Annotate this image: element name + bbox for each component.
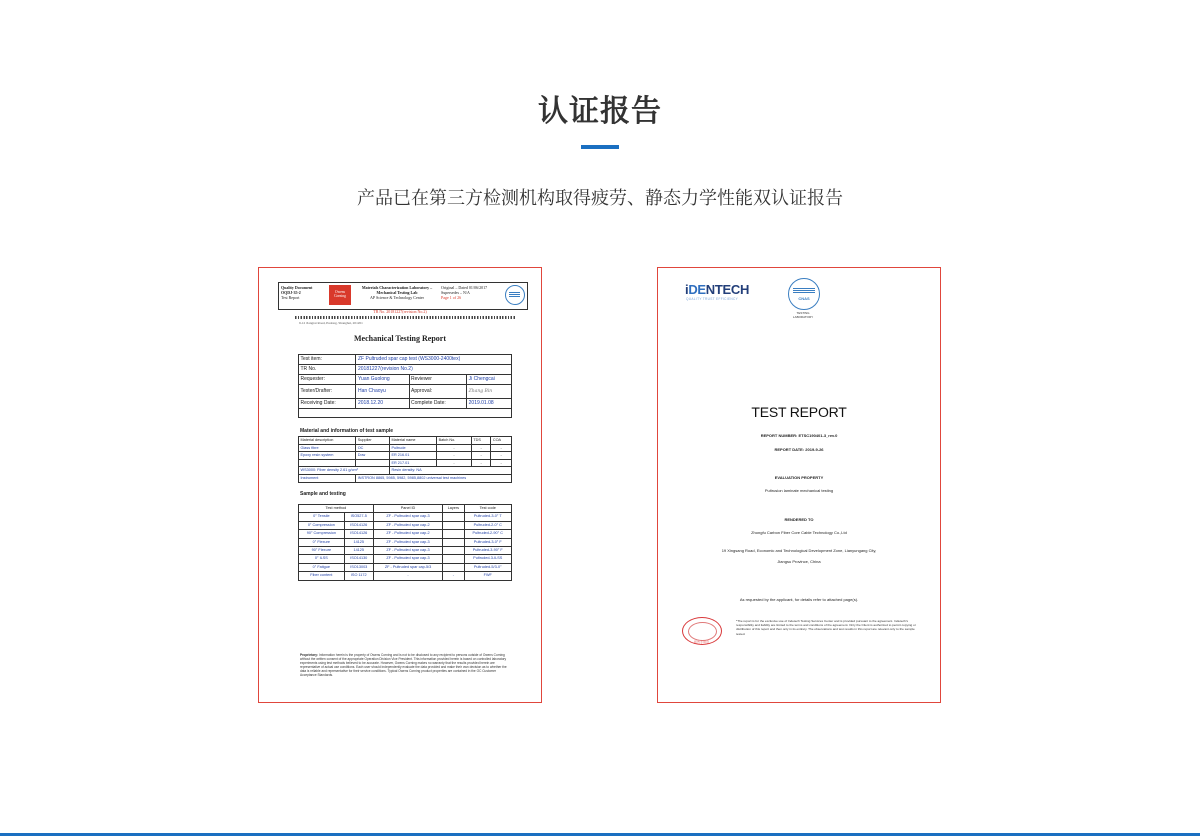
stamp-text: 报告专用章 (693, 640, 709, 644)
barcode-divider (295, 316, 515, 319)
table-row (299, 538, 512, 546)
certificate-mechanical-testing-report[interactable] (258, 267, 542, 703)
sample-cell: ISO527-5 (344, 513, 373, 521)
evaluation-label: EVALUATION PROPERTY (774, 475, 824, 480)
table-row (299, 444, 512, 452)
table-row (299, 555, 512, 563)
reviewer-value: Ji Chengcai (467, 375, 512, 385)
tester-label: Tester/Drafter: (299, 385, 356, 399)
logo-tagline: QUALITY TRUST EFFICIENCY (686, 297, 739, 301)
rendered-company: Zhongfu Carbon Fiber Core Cable Technology Co.,Ltd (751, 530, 847, 535)
report-info-table (298, 354, 512, 418)
material-cell: ER 216.01 (389, 452, 436, 460)
cnas-seal-icon (788, 278, 820, 310)
proprietary-notice (300, 654, 508, 677)
resin-density: Resin density: NA (389, 467, 511, 475)
material-cell: ER 217.01 (389, 459, 436, 467)
sample-header: Test method (299, 505, 374, 513)
sample-cell: ZF - Pultruded spar cap-2 (373, 521, 443, 529)
indetech-logo: iDENTECH (685, 282, 750, 297)
tr-number-line: TR No. 20181227(revision No.2) (373, 309, 427, 314)
material-section-title: Material and information of test sample (300, 428, 394, 434)
sample-cell: 90° Flexure (299, 547, 345, 555)
test-report-title: TEST REPORT (751, 404, 847, 420)
disclaimer-note: *The report is for the exclusive use of Indetech Testing Services Center and is provided pursuant to the agreement. Indetech's responsibility and liability are limited to the terms and conditions of the agreement. Only the Client is authorized to permit copying or distribution of this report and then only in its entirety. The observations and test results in this report are relevant only to the sample tested. (736, 619, 916, 636)
sample-cell (443, 513, 464, 521)
sample-cell: 14125 (344, 538, 373, 546)
sample-cell (443, 555, 464, 563)
sample-cell: Pultruded-2-0° C (464, 521, 512, 529)
material-cell: Dow (356, 452, 390, 460)
table-row (299, 547, 512, 555)
receiving-date-value: 2018.12.20 (356, 399, 409, 409)
logo-line-2: Corning (334, 294, 346, 299)
sample-cell: - (443, 572, 464, 580)
rendered-province: Jiangsu Province, China (777, 559, 821, 564)
sample-header: Panel ID (373, 505, 443, 513)
report-number: REPORT NUMBER: ETSC190401-3_rev.0 (760, 433, 838, 438)
material-header: COA (491, 437, 512, 445)
sample-cell: ZF - Pultruded spar cap-2 (373, 530, 443, 538)
sample-cell: FWF (464, 572, 512, 580)
material-cell: - (471, 459, 490, 467)
sample-cell: Pultruded-3-0° F (464, 538, 512, 546)
material-cell (299, 459, 356, 467)
sample-cell: 14125 (344, 547, 373, 555)
sample-testing-table (298, 504, 512, 581)
test-item-label: Test item: (299, 355, 356, 365)
sample-cell (443, 521, 464, 529)
material-cell: - (471, 452, 490, 460)
lab-line-2: Mechanical Testing Lab (376, 290, 418, 295)
sample-cell: ISO13003 (344, 563, 373, 571)
sample-cell (443, 538, 464, 546)
sample-cell: ISO14126 (344, 530, 373, 538)
material-cell: Epoxy resin system (299, 452, 356, 460)
sample-cell: ZF - Pultruded spar cap-3 (373, 555, 443, 563)
header-doc-kind: Test Report (281, 295, 300, 300)
sample-cell: 0° Tensile (299, 513, 345, 521)
proprietary-lead: Proprietary: (300, 653, 319, 657)
revision-supersedes: Supersedes – N/A (441, 290, 470, 295)
logo-line-1: Owens (335, 290, 345, 294)
lab-address: 9-12 Jiangtai Road, Pudong, Shanghai, 201201 (299, 321, 363, 325)
lab-line-1: Materials Characterization Laboratory – (361, 285, 433, 290)
tr-value: 20181227(revision No.2) (356, 365, 512, 375)
material-cell: - (491, 452, 512, 460)
test-item-value: ZF Pultruded spar cap test (WS3000-2400tex) (356, 355, 512, 365)
sample-cell: ISO 1172 (344, 572, 373, 580)
sample-cell: ISO14130 (344, 555, 373, 563)
sample-cell (443, 563, 464, 571)
material-cell: OC (356, 444, 390, 452)
receiving-date-label: Receiving Date: (299, 399, 356, 409)
certificate-indetech-test-report[interactable] (657, 267, 941, 703)
material-header: TDS (471, 437, 490, 445)
rendered-address: 19 Xingsang Road, Economic and Technological Development Zone, Lianyungang City, (721, 548, 877, 553)
sample-cell: 0° Fatigue (299, 563, 345, 571)
fiber-density: WS3000: Fiber density 2.61 g/cm³ (299, 467, 390, 475)
table-row (299, 521, 512, 529)
sample-cell: ZF - Pultruded spar cap-3 (373, 513, 443, 521)
logo-highlight: DE (688, 282, 706, 297)
evaluation-value: Pultrusion laminate mechanical testing (764, 488, 834, 493)
tr-label: TR No. (299, 365, 356, 375)
sample-cell: Pultruded-3-90° F (464, 547, 512, 555)
requested-note: As requested by the applicant, for details refer to attached page(s). (739, 597, 859, 602)
reviewer-label: Reviewer (409, 375, 467, 385)
material-cell (356, 459, 390, 467)
sample-cell: 90° Compression (299, 530, 345, 538)
sample-cell (443, 547, 464, 555)
header-doc-code: OQDJ-35-2 (281, 290, 301, 295)
page-number: Page 1 of 26 (441, 295, 462, 300)
sample-cell: - (373, 572, 443, 580)
header-doc-type: Quality Document (281, 285, 313, 290)
sample-cell: Pultruded-5/3-0° (464, 563, 512, 571)
sample-cell: 0° Compression (299, 521, 345, 529)
section-subtitle: 产品已在第三方检测机构取得疲劳、静态力学性能双认证报告 (357, 188, 843, 209)
complete-date-value: 2019.01.08 (467, 399, 512, 409)
header-lab-name (355, 285, 439, 300)
cnas-label: CNAS (798, 296, 810, 301)
header-left (281, 285, 329, 300)
report-header (278, 282, 528, 310)
material-cell: Pultrude (389, 444, 436, 452)
accreditation-seal-icon (505, 285, 525, 305)
material-header: Material description (299, 437, 356, 445)
sample-cell: 0° ILSS (299, 555, 345, 563)
proprietary-text: Information herein is the property of Owens Corning and is not to be disclosed to any recipient to persons outside of Owens Corning without the written consent of the appropriate Operation Division Vice President. This information provided herein is based on controlled laboratory experiments using test methods believed to be accurate. However, Owens Corning makes no warranty that the results provided herein are representative of actual use conditions. Each user should independently evaluate the data provided and make their own decision as to whether the data is reliable and representative for their service conditions. Typical Owens Corning product properties are contained in the OC Customer Acceptance Standards. (300, 653, 507, 677)
requester-value: Yuan Guolong (356, 375, 409, 385)
cnas-sub-1: TESTING (796, 311, 810, 315)
complete-date-label: Complete Date: (409, 399, 467, 409)
revision-original: Original – Dated 01/06/2017 (441, 285, 488, 290)
material-header: Batch No. (437, 437, 472, 445)
info-table-blank-row (299, 409, 512, 418)
official-stamp-icon (682, 617, 722, 645)
cnas-subtitle (780, 312, 826, 319)
rendered-label: RENDERED TO (784, 517, 814, 522)
table-row (299, 530, 512, 538)
sample-cell: ZF - Pultruded spar cap-3 (373, 547, 443, 555)
material-cell: - (491, 459, 512, 467)
material-header: Material name (389, 437, 436, 445)
sample-cell: Pultruded-3-ILSS (464, 555, 512, 563)
sample-cell: ZF - Pultruded spar cap-3 (373, 538, 443, 546)
table-row (299, 459, 512, 467)
header-revision (441, 285, 503, 300)
owens-corning-logo (329, 285, 351, 305)
approval-label: Approval: (409, 385, 467, 399)
sample-cell: Pultruded-3-0° T (464, 513, 512, 521)
instrument-value: INSTRON 8865, 5985, 5982, 5985,8802 universal test machines (356, 474, 512, 482)
requester-label: Requester: (299, 375, 356, 385)
tester-value: Han Chaoyu (356, 385, 409, 399)
cnas-sub-2: LABORATORY (792, 314, 814, 319)
sample-header: Test code (464, 505, 512, 513)
sample-cell: ZF - Pultruded spar cap-5/3 (373, 563, 443, 571)
sample-cell: Fiber content (299, 572, 345, 580)
material-cell: - (437, 444, 472, 452)
material-cell: - (491, 444, 512, 452)
material-cell: - (437, 452, 472, 460)
report-date: REPORT DATE: 2019-9-26 (774, 447, 824, 452)
section-title: 认证报告 (538, 94, 662, 129)
instrument-label: Instrument (299, 474, 356, 482)
sample-cell: ISO14126 (344, 521, 373, 529)
approval-signature: Zhang Bin (468, 389, 493, 394)
table-row (299, 563, 512, 571)
sample-cell: 0° Flexure (299, 538, 345, 546)
report-title: Mechanical Testing Report (354, 334, 446, 343)
table-row (299, 513, 512, 521)
lab-line-3: AP Science & Technology Center (370, 295, 424, 300)
title-underline (581, 145, 619, 149)
material-cell: - (437, 459, 472, 467)
sample-cell: Pultruded-2-90° C (464, 530, 512, 538)
table-row (299, 452, 512, 460)
sample-cell (443, 530, 464, 538)
sample-header: Layers (443, 505, 464, 513)
sample-section-title: Sample and testing (300, 491, 346, 497)
material-table (298, 436, 512, 483)
material-header: Supplier (356, 437, 390, 445)
material-cell: - (471, 444, 490, 452)
table-row (299, 572, 512, 580)
material-cell: Glass fibre (299, 444, 356, 452)
